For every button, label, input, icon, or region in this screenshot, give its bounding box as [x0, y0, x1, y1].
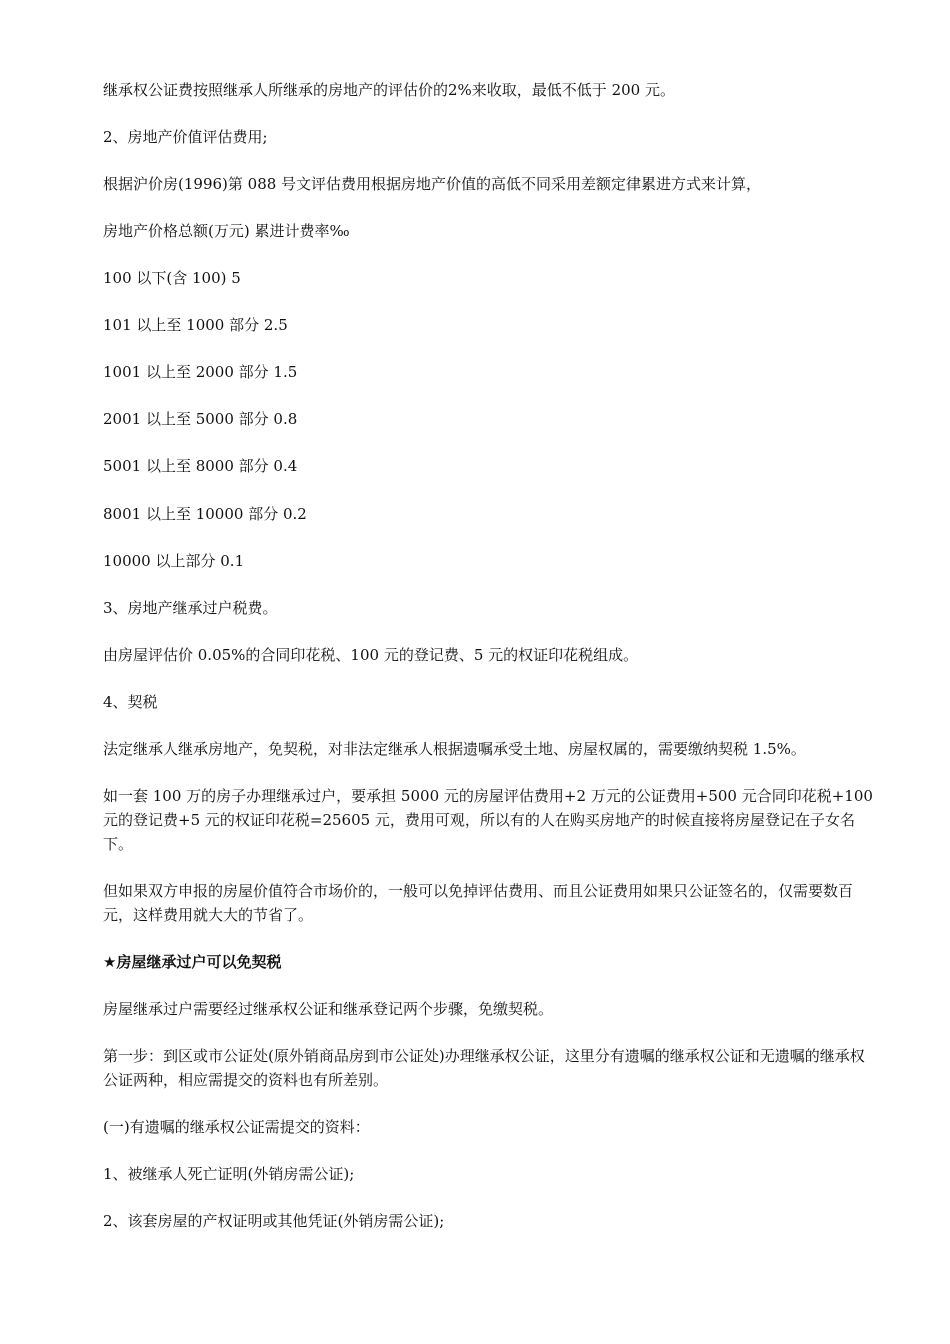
paragraph-step-one: 第一步：到区或市公证处(原外销商品房到市公证处)办理继承权公证，这里分有遗嘱的继承权公证和无遗嘱的继承权公证两种，相应需提交的资料也有所差别。	[103, 1047, 865, 1089]
fee-table-header: 房地产价格总额(万元) 累进计费率‰	[103, 222, 350, 240]
fee-table-row: 2001 以上至 5000 部分 0.8	[103, 410, 298, 428]
fee-table-row: 10000 以上部分 0.1	[103, 552, 245, 570]
paragraph-will-materials: (一)有遗嘱的继承权公证需提交的资料：	[103, 1118, 370, 1136]
list-item: 1、被继承人死亡证明(外销房需公证);	[103, 1165, 355, 1183]
list-item: 2、该套房屋的产权证明或其他凭证(外销房需公证);	[103, 1212, 445, 1230]
fee-table-row: 101 以上至 1000 部分 2.5	[103, 316, 288, 334]
paragraph-transfer-tax: 由房屋评估价 0.05%的合同印花税、100 元的登记费、5 元的权证印花税组成。	[103, 646, 639, 664]
paragraph-heading-deed-tax: 4、契税	[103, 693, 158, 711]
paragraph-notary-fee: 继承权公证费按照继承人所继承的房地产的评估价的2%来收取，最低不低于 200 元。	[103, 81, 675, 99]
paragraph-market-price: 但如果双方申报的房屋价值符合市场价的，一般可以免掉评估费用、而且公证费用如果只公证签名的，仅需要数百元，这样费用就大大的节省了。	[103, 882, 854, 924]
paragraph-appraisal-basis: 根据沪价房(1996)第 088 号文评估费用根据房地产价值的高低不同采用差额定律累进方式来计算，	[103, 175, 762, 193]
paragraph-example: 如一套 100 万的房子办理继承过户，要承担 5000 元的房屋评估费用+2 万元的公证费用+500 元合同印花税+100 元的登记费+5 元的权证印花税=25605 元，费用可观，所以有的人在购买房地产的时候直接将房屋登记在子女名下。	[103, 787, 873, 853]
fee-table-row: 100 以下(含 100) 5	[103, 269, 241, 287]
section-heading: ★房屋继承过户可以免契税	[103, 953, 282, 971]
paragraph-heading-appraisal: 2、房地产价值评估费用;	[103, 128, 268, 146]
fee-table-row: 1001 以上至 2000 部分 1.5	[103, 363, 298, 381]
paragraph-heading-transfer-tax: 3、房地产继承过户税费。	[103, 599, 278, 617]
fee-table-row: 5001 以上至 8000 部分 0.4	[103, 457, 298, 475]
fee-table-row: 8001 以上至 10000 部分 0.2	[103, 505, 307, 523]
paragraph-deed-tax: 法定继承人继承房地产，免契税，对非法定继承人根据遗嘱承受土地、房屋权属的，需要缴纳契税 1.5%。	[103, 740, 806, 758]
paragraph-steps: 房屋继承过户需要经过继承权公证和继承登记两个步骤，免缴契税。	[103, 1000, 554, 1018]
